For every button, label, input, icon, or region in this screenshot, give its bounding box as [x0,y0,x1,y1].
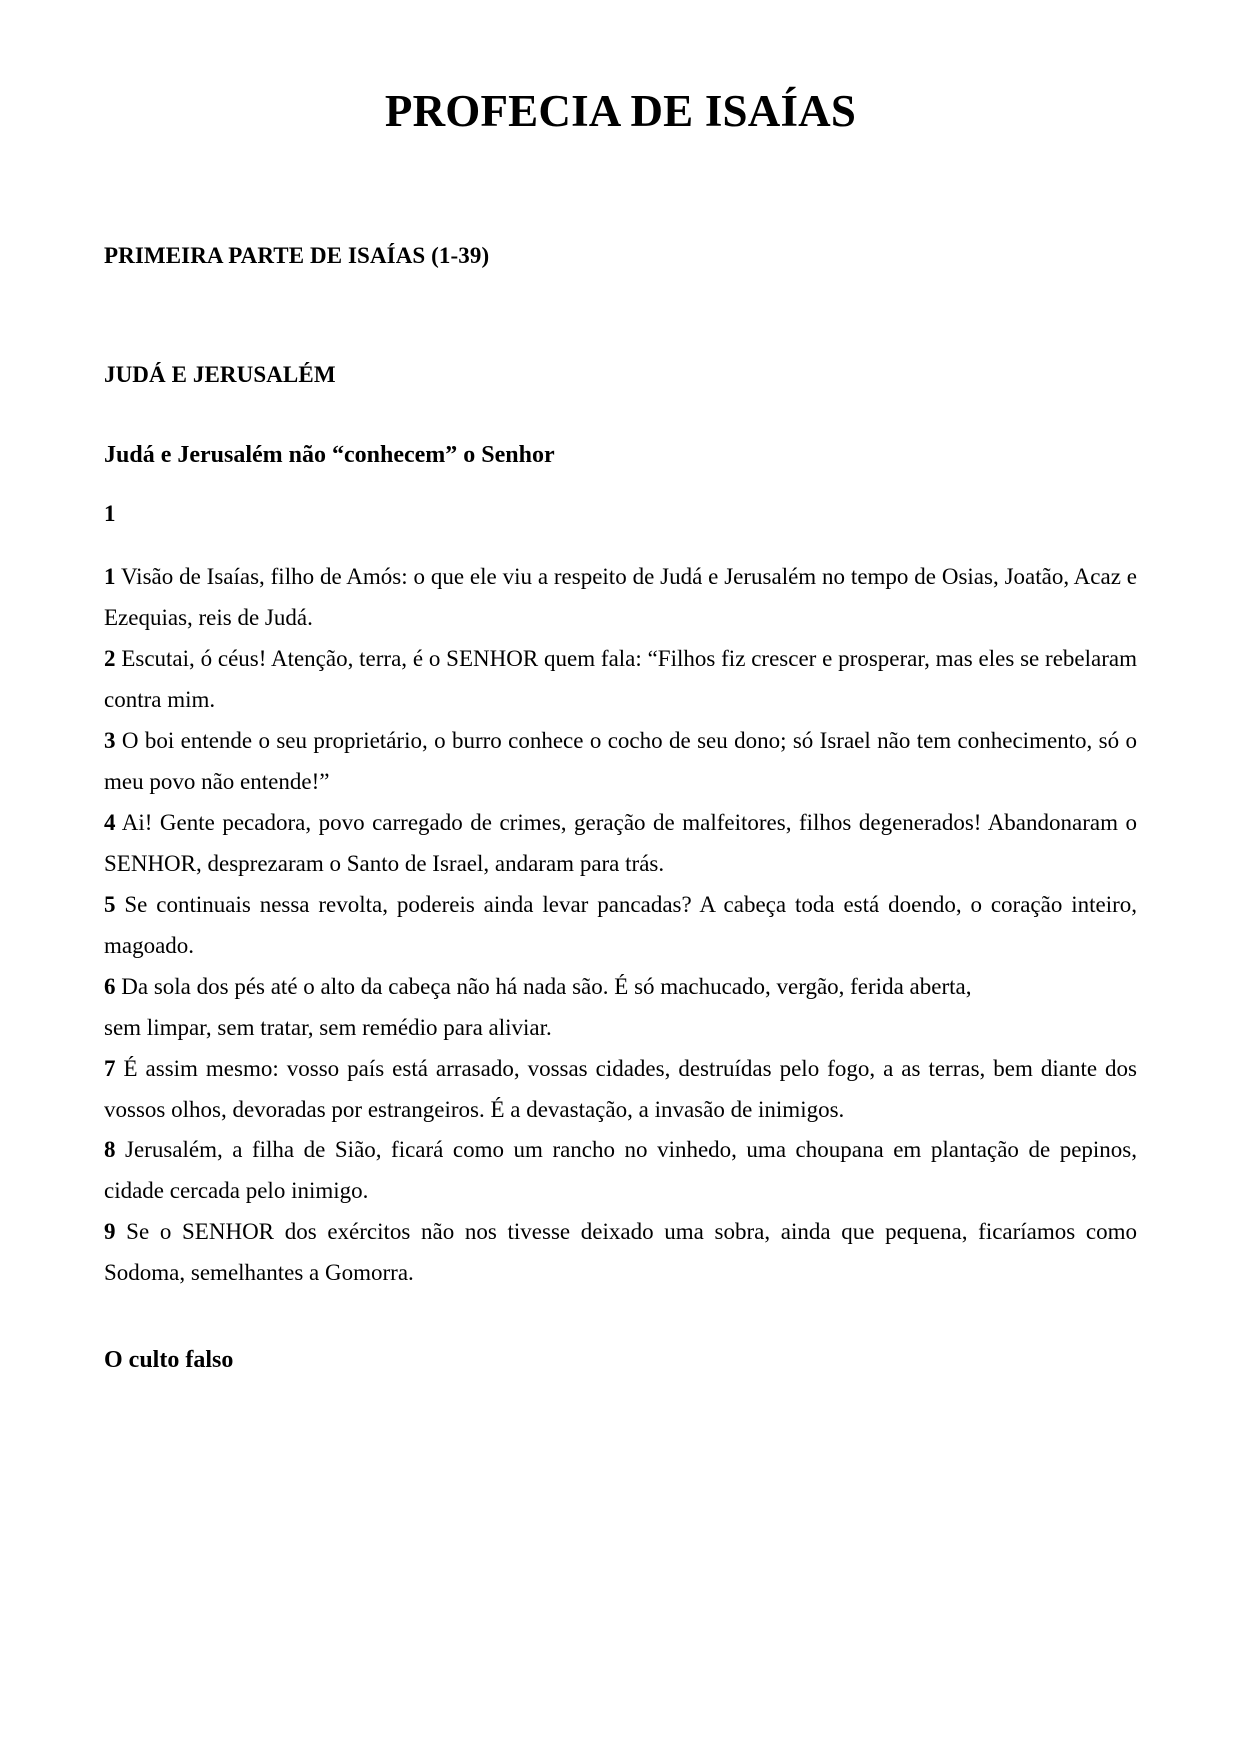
verse-number: 3 [104,728,116,754]
verse-paragraph [104,1212,1137,1294]
verse-paragraph [104,1049,1137,1131]
heading-o-culto-falso: O culto falso [104,1347,234,1374]
verse-text: Ai! Gente pecadora, povo carregado de crimes, geração de malfeitores, filhos degenerados! Abandonaram o SENHOR, desprezaram o Santo de Israel, andaram para trás. [104,809,1137,876]
verse-text: É assim mesmo: vosso país está arrasado, vossas cidades, destruídas pelo fogo, a as terras, bem diante dos vossos olhos, devoradas por estrangeiros. É a devastação, a invasão de inimigos. [104,1055,1137,1122]
verse-text: Visão de Isaías, filho de Amós: o que ele viu a respeito de Judá e Jerusalém no tempo de Osias, Joatão, Acaz e Ezequias, reis de Judá. [104,564,1137,631]
verse-number: 8 [104,1137,116,1163]
spacer-after-part-heading [104,269,1137,361]
verse-paragraph [104,803,1137,885]
spacer-after-passage-heading [104,470,1137,500]
verse-text: Escutai, ó céus! Atenção, terra, é o SENHOR quem fala: “Filhos fiz crescer e prosperar, mas eles se rebelaram contra mim. [104,646,1137,713]
verse-paragraph [104,967,1137,1008]
heading-primeira-parte: PRIMEIRA PARTE DE ISAÍAS (1-39) [104,242,490,268]
spacer-before-closing-heading [104,1294,1137,1346]
verse-text: Se continuais nessa revolta, podereis ainda levar pancadas? A cabeça toda está doendo, o coração inteiro, magoado. [104,891,1137,958]
verse-number: 4 [104,809,116,835]
verse-list [104,557,1137,1294]
heading-passage: Judá e Jerusalém não “conhecem” o Senhor [104,441,555,468]
verse-number: 2 [104,646,116,672]
page-title: PROFECIA DE ISAÍAS [384,86,857,136]
spacer-after-chapter-number [104,527,1137,557]
verse-text: Se o SENHOR dos exércitos não nos tivesse deixado uma sobra, ainda que pequena, ficaríamos como Sodoma, semelhantes a Gomorra. [104,1219,1137,1286]
verse-text: Jerusalém, a filha de Sião, ficará como um rancho no vinhedo, uma choupana em plantação de pepinos, cidade cercada pelo inimigo. [104,1137,1137,1204]
verse-continuation-line: sem limpar, sem tratar, sem remédio para aliviar. [104,1014,552,1040]
verse-number: 5 [104,891,116,917]
verse-paragraph [104,1130,1137,1212]
verse-text: O boi entende o seu proprietário, o burro conhece o cocho de seu dono; só Israel não tem conhecimento, só o meu povo não entende!” [104,728,1137,795]
heading-juda-e-jerusalem: JUDÁ E JERUSALÉM [104,362,336,388]
verse-number: 7 [104,1055,116,1081]
verse-paragraph [104,721,1137,803]
verse-paragraph [104,639,1137,721]
verse-paragraph [104,885,1137,967]
verse-number: 1 [104,564,116,590]
chapter-number: 1 [104,500,116,526]
spacer-after-section-heading [104,389,1137,441]
verse-number: 9 [104,1219,116,1245]
spacer-after-title [104,138,1137,242]
verse-number: 6 [104,973,116,999]
verse-text: Da sola dos pés até o alto da cabeça não há nada são. É só machucado, vergão, ferida aberta, [115,973,972,999]
verse-paragraph [104,557,1137,639]
